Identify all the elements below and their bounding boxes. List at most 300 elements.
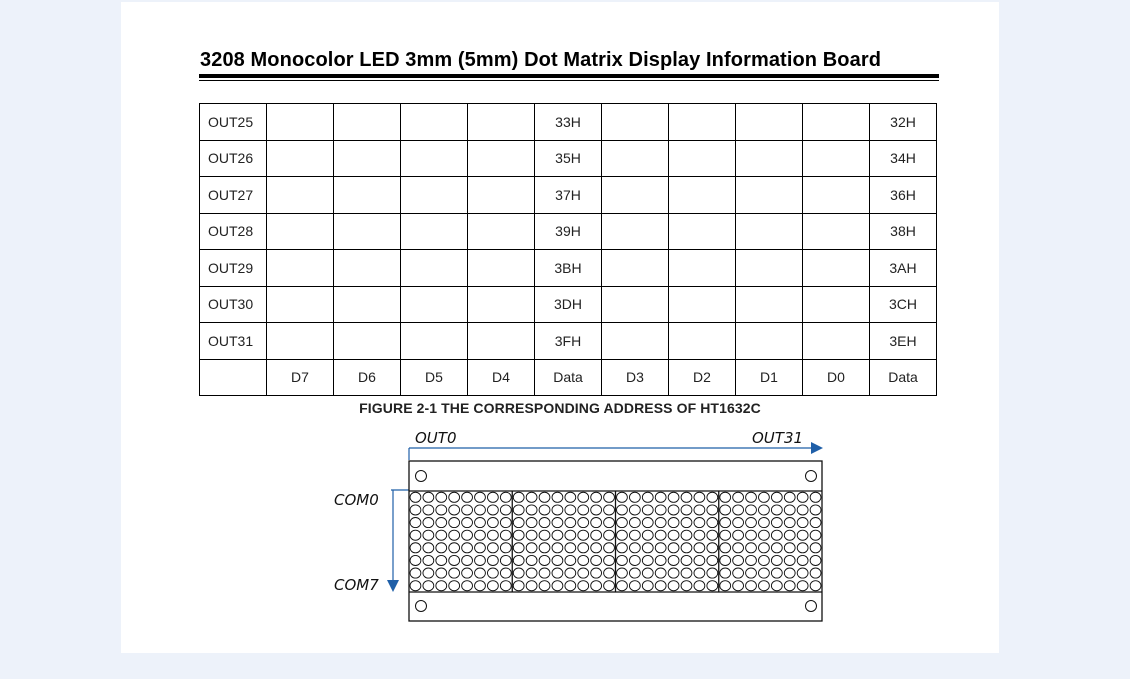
led-dot (759, 530, 770, 540)
led-dot (771, 505, 782, 515)
mounting-hole-top-left (416, 471, 427, 482)
led-dot (733, 581, 744, 591)
led-dot (720, 555, 731, 565)
document-title: 3208 Monocolor LED 3mm (5mm) Dot Matrix Display Information Board (200, 49, 882, 71)
led-dot (668, 518, 679, 528)
led-dot (591, 505, 602, 515)
empty-cell (736, 250, 803, 287)
led-dot (487, 530, 498, 540)
high-address-cell: 39H (535, 213, 602, 250)
high-address-cell: 35H (535, 140, 602, 177)
led-dot (746, 530, 757, 540)
footer-cell: Data (535, 359, 602, 396)
led-dot (449, 518, 460, 528)
led-dot (604, 505, 615, 515)
led-dot (552, 505, 563, 515)
mounting-hole-bottom-left (416, 601, 427, 612)
led-dot (526, 555, 537, 565)
empty-cell (401, 140, 468, 177)
led-dot (668, 581, 679, 591)
led-dot (694, 492, 705, 502)
empty-cell (669, 213, 736, 250)
led-dot (565, 555, 576, 565)
led-dot (642, 555, 653, 565)
led-dot (604, 581, 615, 591)
empty-cell (401, 286, 468, 323)
empty-cell (736, 104, 803, 141)
empty-cell (803, 213, 870, 250)
led-dot (668, 543, 679, 553)
led-dot (539, 518, 550, 528)
document-page (121, 2, 999, 653)
led-dot (642, 492, 653, 502)
led-dot (565, 518, 576, 528)
empty-cell (803, 140, 870, 177)
led-dot (578, 492, 589, 502)
led-dot (655, 518, 666, 528)
led-dot (784, 568, 795, 578)
led-dot (526, 518, 537, 528)
led-dot (565, 492, 576, 502)
led-dot (475, 530, 486, 540)
led-dot (552, 568, 563, 578)
empty-cell (803, 177, 870, 214)
led-dot (410, 530, 421, 540)
led-dot (629, 518, 640, 528)
led-dot (423, 492, 434, 502)
led-dot (617, 505, 628, 515)
led-dot (668, 555, 679, 565)
led-dot (578, 555, 589, 565)
row-label: OUT28 (200, 213, 267, 250)
led-dot (655, 505, 666, 515)
led-dot (617, 543, 628, 553)
table-row (200, 177, 937, 214)
led-dot (475, 518, 486, 528)
row-label: OUT31 (200, 323, 267, 360)
label-out31: OUT31 (752, 429, 804, 447)
led-dot (500, 555, 511, 565)
led-dot (655, 492, 666, 502)
led-dot (410, 543, 421, 553)
led-dot (423, 505, 434, 515)
led-dot (449, 530, 460, 540)
led-dot (707, 518, 718, 528)
led-dot (423, 581, 434, 591)
empty-cell (267, 177, 334, 214)
led-dot (720, 505, 731, 515)
footer-cell: D3 (602, 359, 669, 396)
led-dot (410, 581, 421, 591)
empty-cell (267, 213, 334, 250)
empty-cell (401, 323, 468, 360)
led-dot (642, 543, 653, 553)
led-dot (578, 543, 589, 553)
led-dot (759, 581, 770, 591)
empty-cell (736, 177, 803, 214)
table-row (200, 323, 937, 360)
led-dot (423, 555, 434, 565)
footer-cell: D1 (736, 359, 803, 396)
empty-cell (468, 140, 535, 177)
footer-cell: Data (870, 359, 937, 396)
led-dot (797, 530, 808, 540)
empty-cell (669, 250, 736, 287)
empty-cell (267, 140, 334, 177)
empty-cell (334, 323, 401, 360)
led-dot (436, 505, 447, 515)
footer-cell: D5 (401, 359, 468, 396)
label-out0: OUT0 (415, 429, 457, 447)
empty-cell (267, 250, 334, 287)
led-dot (771, 543, 782, 553)
led-dot (604, 492, 615, 502)
figure-caption: FIGURE 2-1 THE CORRESPONDING ADDRESS OF HT1632C (359, 400, 761, 416)
led-dot (449, 492, 460, 502)
led-dot (707, 581, 718, 591)
led-dot (784, 518, 795, 528)
empty-cell (602, 140, 669, 177)
led-dot (771, 581, 782, 591)
led-dot (784, 505, 795, 515)
led-dot (784, 492, 795, 502)
led-dot (681, 530, 692, 540)
led-dot (642, 568, 653, 578)
led-dot (475, 543, 486, 553)
led-dot (681, 568, 692, 578)
led-dot (513, 543, 524, 553)
led-dot (604, 555, 615, 565)
table-row (200, 213, 937, 250)
empty-cell (468, 177, 535, 214)
led-dot (720, 492, 731, 502)
table-row (200, 250, 937, 287)
led-dot (642, 581, 653, 591)
led-dot (604, 568, 615, 578)
led-dot (578, 568, 589, 578)
led-dot (694, 543, 705, 553)
led-dot (475, 581, 486, 591)
led-dot (668, 530, 679, 540)
led-dot (578, 518, 589, 528)
led-dot (565, 543, 576, 553)
led-board-diagram (321, 422, 841, 632)
led-dot (810, 492, 821, 502)
low-address-cell: 38H (870, 213, 937, 250)
empty-cell (267, 104, 334, 141)
high-address-cell: 3BH (535, 250, 602, 287)
led-dot (487, 568, 498, 578)
led-dot (629, 555, 640, 565)
led-dot (604, 543, 615, 553)
led-dot (500, 518, 511, 528)
led-dot (746, 505, 757, 515)
empty-cell (334, 177, 401, 214)
low-address-cell: 34H (870, 140, 937, 177)
led-dot (552, 518, 563, 528)
row-label: OUT29 (200, 250, 267, 287)
title-rule-thick (199, 74, 939, 78)
led-dot (591, 555, 602, 565)
led-dot (539, 581, 550, 591)
empty-cell (401, 250, 468, 287)
led-dot (694, 518, 705, 528)
low-address-cell: 3EH (870, 323, 937, 360)
led-dot (629, 568, 640, 578)
high-address-cell: 3FH (535, 323, 602, 360)
led-dot (604, 530, 615, 540)
led-dot (629, 543, 640, 553)
empty-cell (602, 177, 669, 214)
address-table (199, 103, 937, 396)
led-dot (784, 543, 795, 553)
empty-cell (468, 323, 535, 360)
label-com0: COM0 (334, 491, 379, 509)
led-dot (487, 505, 498, 515)
led-dot (513, 505, 524, 515)
led-dot (462, 581, 473, 591)
led-dot (746, 518, 757, 528)
empty-cell (669, 286, 736, 323)
led-dot (423, 543, 434, 553)
led-dot (513, 581, 524, 591)
led-dot (513, 492, 524, 502)
led-dot (707, 530, 718, 540)
led-dot (629, 505, 640, 515)
led-dot (462, 555, 473, 565)
led-dot (784, 530, 795, 540)
empty-cell (803, 286, 870, 323)
led-dot (500, 543, 511, 553)
led-dot (797, 568, 808, 578)
led-dot (617, 530, 628, 540)
led-dot (449, 568, 460, 578)
mounting-hole-top-right (806, 471, 817, 482)
led-dot (759, 505, 770, 515)
led-dot (707, 555, 718, 565)
row-label: OUT26 (200, 140, 267, 177)
address-table-body (200, 104, 937, 396)
led-dot (462, 530, 473, 540)
led-dot (617, 568, 628, 578)
led-dot (526, 581, 537, 591)
led-dot (513, 568, 524, 578)
led-dot (552, 492, 563, 502)
led-dot (423, 518, 434, 528)
led-dot (746, 568, 757, 578)
label-com7: COM7 (334, 576, 379, 594)
led-dot (797, 492, 808, 502)
led-dot (449, 555, 460, 565)
led-dot (513, 555, 524, 565)
empty-cell (669, 177, 736, 214)
led-dot (681, 505, 692, 515)
led-dot (500, 530, 511, 540)
empty-cell (602, 250, 669, 287)
led-dot (436, 581, 447, 591)
empty-cell (736, 323, 803, 360)
title-rule-thin (199, 80, 939, 81)
led-dot (475, 555, 486, 565)
led-dot (784, 555, 795, 565)
led-dot (539, 530, 550, 540)
led-dot (681, 581, 692, 591)
led-dot (565, 505, 576, 515)
led-dot (784, 581, 795, 591)
led-dot (617, 518, 628, 528)
led-dot (487, 492, 498, 502)
empty-cell (468, 213, 535, 250)
led-dot (539, 492, 550, 502)
com-arrow-head (387, 580, 399, 592)
empty-cell (267, 323, 334, 360)
led-dot (423, 530, 434, 540)
led-dot (707, 492, 718, 502)
empty-cell (401, 213, 468, 250)
led-dot (526, 492, 537, 502)
led-dot (797, 555, 808, 565)
led-dot (733, 518, 744, 528)
low-address-cell: 36H (870, 177, 937, 214)
led-dot (539, 505, 550, 515)
led-dot (668, 505, 679, 515)
footer-cell: D0 (803, 359, 870, 396)
empty-cell (669, 140, 736, 177)
led-dot (629, 530, 640, 540)
led-dot (552, 543, 563, 553)
led-dot (746, 543, 757, 553)
mounting-hole-bottom-right (806, 601, 817, 612)
led-dot (462, 505, 473, 515)
led-dot (642, 530, 653, 540)
low-address-cell: 32H (870, 104, 937, 141)
high-address-cell: 37H (535, 177, 602, 214)
led-dot (642, 505, 653, 515)
high-address-cell: 33H (535, 104, 602, 141)
led-dot (746, 581, 757, 591)
led-dot (810, 530, 821, 540)
led-dot (578, 581, 589, 591)
led-dot (500, 505, 511, 515)
empty-cell (334, 213, 401, 250)
led-dot (591, 568, 602, 578)
led-dot (410, 555, 421, 565)
led-dot (707, 543, 718, 553)
led-dot (604, 518, 615, 528)
led-dot (759, 568, 770, 578)
led-dot (694, 568, 705, 578)
led-dot (810, 555, 821, 565)
empty-cell (736, 213, 803, 250)
footer-cell: D6 (334, 359, 401, 396)
led-dot (810, 581, 821, 591)
led-dot (565, 581, 576, 591)
led-dot (410, 568, 421, 578)
empty-cell (401, 177, 468, 214)
led-dot (810, 518, 821, 528)
led-dot (436, 492, 447, 502)
led-dot (746, 492, 757, 502)
led-dot (487, 581, 498, 591)
led-dot (629, 492, 640, 502)
led-dot (462, 543, 473, 553)
led-dot (526, 505, 537, 515)
table-row (200, 140, 937, 177)
led-dot (487, 555, 498, 565)
empty-cell (334, 250, 401, 287)
led-dot (681, 543, 692, 553)
led-dot (629, 581, 640, 591)
led-dot (733, 505, 744, 515)
empty-cell (267, 286, 334, 323)
empty-cell (803, 323, 870, 360)
empty-cell (334, 104, 401, 141)
led-dot (539, 568, 550, 578)
led-dot (797, 518, 808, 528)
row-label: OUT27 (200, 177, 267, 214)
led-dot (771, 518, 782, 528)
led-dot (733, 568, 744, 578)
led-dot (733, 530, 744, 540)
empty-cell (736, 140, 803, 177)
led-dot (436, 543, 447, 553)
led-dot (513, 530, 524, 540)
table-footer-row (200, 359, 937, 396)
led-dot (436, 555, 447, 565)
led-dot (500, 492, 511, 502)
led-dot (733, 543, 744, 553)
led-dot (720, 568, 731, 578)
led-dot (617, 581, 628, 591)
empty-cell (334, 140, 401, 177)
empty-cell (602, 323, 669, 360)
led-dot (552, 581, 563, 591)
led-dot (797, 543, 808, 553)
led-dot (797, 581, 808, 591)
led-dot (513, 518, 524, 528)
led-dot (617, 555, 628, 565)
led-dot (591, 530, 602, 540)
led-dot (449, 505, 460, 515)
empty-cell (401, 104, 468, 141)
led-dot (500, 568, 511, 578)
led-dot (539, 543, 550, 553)
led-dot (410, 518, 421, 528)
empty-cell (602, 286, 669, 323)
led-dot (771, 555, 782, 565)
led-dot (552, 555, 563, 565)
footer-cell: D2 (669, 359, 736, 396)
led-dot (720, 518, 731, 528)
led-dot (759, 555, 770, 565)
empty-cell (803, 250, 870, 287)
footer-cell: D4 (468, 359, 535, 396)
led-dot (694, 581, 705, 591)
led-dot (565, 568, 576, 578)
led-dot (617, 492, 628, 502)
led-dot (423, 568, 434, 578)
led-dot (681, 518, 692, 528)
empty-cell (468, 104, 535, 141)
led-dot (694, 555, 705, 565)
led-dot (578, 530, 589, 540)
led-dot (475, 505, 486, 515)
empty-cell (468, 250, 535, 287)
led-dot (707, 568, 718, 578)
led-dot (526, 568, 537, 578)
table-row (200, 286, 937, 323)
empty-cell (468, 286, 535, 323)
